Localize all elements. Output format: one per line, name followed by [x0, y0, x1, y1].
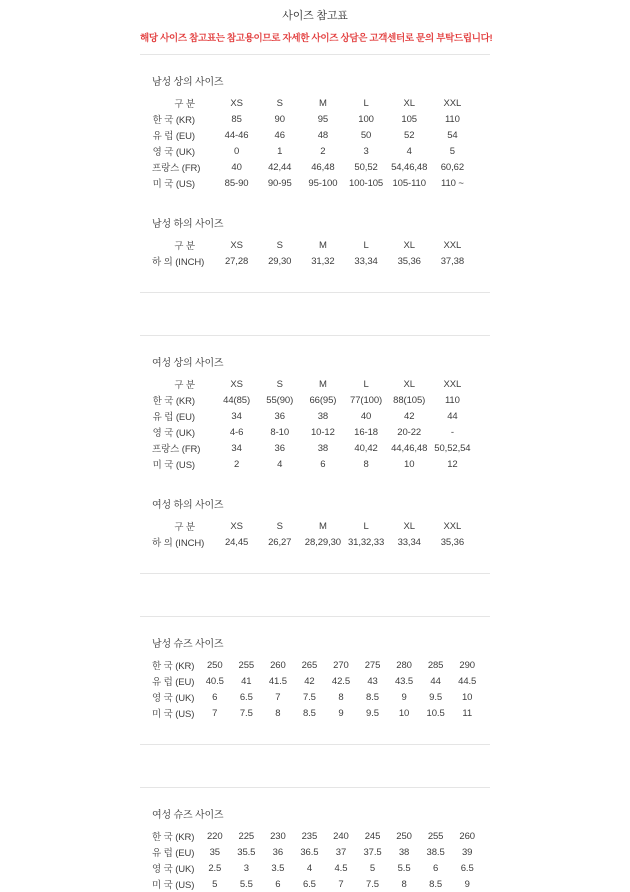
row-label: 미 국 (US) [152, 460, 195, 471]
table-cell: 33,34 [397, 536, 421, 548]
table-row [152, 456, 474, 472]
table-row [152, 705, 483, 721]
table-cell: 33,34 [354, 255, 378, 267]
table-cell: 3.5 [271, 862, 285, 874]
table-cell: 54,46,48 [391, 161, 428, 173]
table-cell: 9 [464, 878, 470, 890]
table-cell: 5 [449, 145, 455, 157]
column-header: M [318, 97, 327, 109]
column-header: L [363, 378, 369, 390]
womens-clothing-sizes [140, 354, 490, 550]
table-cell: 42 [304, 675, 315, 687]
table-cell: 10 [398, 707, 410, 719]
row-label: 하 의 (INCH) [152, 257, 205, 268]
table-cell: 235 [301, 830, 318, 842]
table-cell: 46 [274, 129, 285, 141]
table-row [152, 392, 474, 408]
row-label: 프랑스 (FR) [152, 163, 201, 174]
table-cell: 100-105 [348, 177, 384, 189]
table-cell: 36 [274, 410, 285, 422]
table-cell: 265 [301, 659, 318, 671]
table-cell: 24,45 [224, 536, 249, 548]
column-header: XXL [443, 520, 462, 532]
table-cell: 6.5 [460, 862, 474, 874]
table-cell: 4 [277, 458, 283, 470]
table-cell: 90 [274, 113, 285, 125]
column-header: XL [403, 97, 415, 109]
page-title: 사이즈 참고표 [282, 10, 348, 22]
womens-shoe-sizes [140, 806, 490, 892]
table-cell: 66(95) [309, 394, 337, 406]
row-label: 한 국 (KR) [152, 396, 195, 407]
table-row [152, 111, 474, 127]
table-cell: 35,36 [440, 536, 465, 548]
table-row [152, 860, 483, 876]
size-table [152, 95, 474, 191]
table-row [152, 844, 483, 860]
table-row [152, 143, 474, 159]
table-row [152, 657, 483, 673]
header-row [152, 95, 474, 111]
column-header: S [276, 239, 283, 251]
table-cell: 41 [241, 675, 252, 687]
table-cell: 8.5 [302, 707, 316, 719]
table-cell: 225 [238, 830, 255, 842]
table-row [152, 253, 474, 269]
table-cell: 280 [396, 659, 412, 671]
table-cell: 88(105) [393, 394, 426, 406]
table-cell: 290 [459, 659, 475, 671]
size-table [152, 657, 483, 721]
table-cell: 48 [317, 129, 329, 141]
table-cell: 9.5 [366, 707, 379, 719]
row-label: 프랑스 (FR) [152, 444, 201, 455]
column-header: XL [403, 520, 415, 532]
table-cell: 105 [401, 113, 417, 125]
column-header: XS [230, 97, 243, 109]
table-cell: - [450, 426, 454, 438]
table-cell: 16-18 [354, 426, 378, 438]
table-cell: 52 [404, 129, 415, 141]
table-cell: 10 [404, 458, 415, 470]
table-cell: 250 [396, 830, 412, 842]
row-label: 구 분 [174, 380, 195, 391]
column-header: S [276, 520, 283, 532]
size-guide-page [140, 0, 493, 892]
table-cell: 9 [338, 707, 344, 719]
table-cell: 90-95 [267, 177, 292, 189]
table-row [152, 689, 483, 705]
size-table [152, 237, 474, 269]
column-header: XXL [443, 239, 462, 251]
table-cell: 7.5 [239, 707, 253, 719]
column-header: XXL [443, 378, 462, 390]
divider [140, 54, 490, 55]
table-cell: 6 [433, 862, 439, 874]
table-cell: 38 [317, 442, 329, 454]
table-cell: 31,32,33 [347, 536, 385, 548]
table-cell: 41.5 [268, 675, 287, 687]
table-row [152, 424, 474, 440]
table-row [152, 408, 474, 424]
table-cell: 255 [238, 659, 255, 671]
table-cell: 6.5 [302, 878, 316, 890]
row-label: 영 국 (UK) [152, 147, 195, 158]
table-title: 남성 하의 사이즈 [152, 219, 224, 230]
table-cell: 12 [447, 458, 458, 470]
column-header: M [318, 378, 327, 390]
table-cell: 29,30 [268, 255, 292, 267]
table-row [152, 127, 474, 143]
table-cell: 36 [274, 442, 285, 454]
table-cell: 8 [338, 691, 344, 703]
table-cell: 6 [212, 691, 218, 703]
table-row [152, 159, 474, 175]
table-cell: 85 [231, 113, 242, 125]
table-cell: 26,27 [268, 536, 292, 548]
table-cell: 10-12 [310, 426, 335, 438]
table-cell: 7 [212, 707, 218, 719]
divider [140, 573, 490, 574]
table-cell: 42.5 [331, 675, 350, 687]
mens-shoe-sizes [140, 635, 490, 721]
table-cell: 5 [369, 862, 376, 874]
table-cell: 35 [209, 846, 220, 858]
table-cell: 95-100 [308, 177, 338, 189]
column-header: XL [403, 378, 415, 390]
table-cell: 8 [363, 458, 369, 470]
table-cell: 42,44 [268, 161, 292, 173]
table-cell: 105-110 [392, 177, 426, 189]
table-cell: 34 [231, 442, 242, 454]
column-header: M [318, 239, 327, 251]
table-cell: 85-90 [224, 177, 249, 189]
table-cell: 37 [335, 846, 347, 858]
table-cell: 250 [206, 659, 223, 671]
table-cell: 220 [206, 830, 223, 842]
table-cell: 3 [363, 145, 369, 157]
table-row [152, 828, 483, 844]
table-cell: 260 [270, 659, 286, 671]
table-cell: 37,38 [440, 255, 465, 267]
column-header: L [363, 239, 369, 251]
table-title: 여성 하의 사이즈 [152, 500, 224, 511]
table-row [152, 175, 474, 191]
row-label: 미 국 (US) [152, 880, 195, 891]
table-cell: 54 [447, 129, 458, 141]
row-label: 유 럽 (EU) [152, 848, 195, 859]
table-cell: 43.5 [395, 675, 414, 687]
column-header: S [276, 378, 283, 390]
table-cell: 7.5 [302, 691, 316, 703]
mens-clothing-sizes [140, 73, 490, 269]
row-label: 미 국 (US) [152, 179, 195, 190]
table-cell: 8 [401, 878, 407, 890]
column-header: XS [230, 239, 243, 251]
table-cell: 44 [447, 410, 458, 422]
table-cell: 110 [444, 394, 460, 406]
table-cell: 95 [317, 113, 329, 125]
table-cell: 8 [275, 707, 281, 719]
table-cell: 44,46,48 [391, 442, 428, 454]
size-notice: 해당 사이즈 참고표는 참고용이므로 자세한 사이즈 상담은 고객센터로 문의 부탁드립니다! [140, 33, 493, 44]
table-cell: 4.5 [334, 862, 348, 874]
table-title: 여성 상의 사이즈 [152, 358, 224, 369]
row-label: 영 국 (UK) [152, 693, 195, 704]
table-cell: 50,52 [354, 161, 378, 173]
row-label: 영 국 (UK) [152, 864, 195, 875]
size-table [152, 518, 474, 550]
table-cell: 3 [243, 862, 249, 874]
table-cell: 4 [406, 145, 412, 157]
divider [140, 787, 490, 788]
row-label: 유 럽 (EU) [152, 677, 195, 688]
table-cell: 5.5 [239, 878, 253, 890]
table-cell: 2 [233, 458, 240, 470]
size-table [152, 376, 474, 472]
table-cell: 10.5 [426, 707, 445, 719]
column-header: XS [230, 378, 243, 390]
table-cell: 7.5 [366, 878, 379, 890]
table-cell: 36 [272, 846, 284, 858]
header-row [152, 518, 474, 534]
table-cell: 100 [358, 113, 374, 125]
table-cell: 43 [367, 675, 378, 687]
table-cell: 110 ~ [440, 177, 464, 189]
divider [140, 335, 490, 336]
row-label: 하 의 (INCH) [152, 538, 205, 549]
row-label: 구 분 [174, 99, 195, 110]
table-cell: 8.5 [366, 691, 379, 703]
table-cell: 40.5 [205, 675, 224, 687]
table-cell: 44-46 [224, 129, 249, 141]
row-label: 유 럽 (EU) [152, 131, 195, 142]
table-cell: 77(100) [350, 394, 383, 406]
table-row [152, 673, 483, 689]
table-cell: 42 [404, 410, 415, 422]
table-cell: 55(90) [266, 394, 294, 406]
table-row [152, 876, 483, 892]
table-cell: 4 [306, 862, 312, 874]
table-cell: 44 [430, 675, 441, 687]
table-cell: 7 [338, 878, 344, 890]
table-cell: 6 [320, 458, 326, 470]
table-cell: 36.5 [300, 846, 319, 858]
table-cell: 5 [212, 878, 218, 890]
divider [140, 292, 490, 293]
table-cell: 44.5 [458, 675, 477, 687]
row-label: 한 국 (KR) [152, 661, 195, 672]
table-cell: 2 [320, 145, 326, 157]
table-cell: 35.5 [237, 846, 256, 858]
table-cell: 40 [360, 410, 372, 422]
column-header: L [363, 97, 369, 109]
table-cell: 2.5 [208, 862, 222, 874]
table-cell: 40,42 [354, 442, 378, 454]
table-title: 남성 슈즈 사이즈 [152, 639, 224, 650]
header-row [152, 237, 474, 253]
table-cell: 11 [462, 707, 473, 719]
table-cell: 8.5 [429, 878, 443, 890]
table-cell: 4-6 [229, 426, 244, 438]
row-label: 한 국 (KR) [152, 832, 195, 843]
table-cell: 60,62 [440, 161, 465, 173]
table-cell: 275 [364, 659, 381, 671]
table-cell: 28,29,30 [304, 536, 341, 548]
row-label: 한 국 (KR) [152, 115, 195, 126]
table-cell: 260 [459, 830, 475, 842]
table-cell: 9.5 [429, 691, 443, 703]
table-cell: 27,28 [224, 255, 249, 267]
table-cell: 255 [427, 830, 444, 842]
column-header: XL [403, 239, 415, 251]
table-cell: 44(85) [223, 394, 251, 406]
divider [140, 744, 490, 745]
table-cell: 39 [462, 846, 473, 858]
table-cell: 38 [398, 846, 410, 858]
table-cell: 50 [360, 129, 372, 141]
header-row [152, 376, 474, 392]
table-cell: 230 [270, 830, 286, 842]
table-cell: 6.5 [239, 691, 253, 703]
table-cell: 38 [317, 410, 329, 422]
table-cell: 270 [333, 659, 349, 671]
divider [140, 616, 490, 617]
table-cell: 1 [277, 145, 283, 157]
table-cell: 9 [401, 691, 407, 703]
table-cell: 37.5 [363, 846, 382, 858]
column-header: XS [230, 520, 243, 532]
row-label: 유 럽 (EU) [152, 412, 195, 423]
table-title: 남성 상의 사이즈 [152, 77, 224, 88]
table-row [152, 534, 474, 550]
table-cell: 10 [462, 691, 473, 703]
table-cell: 6 [275, 878, 281, 890]
sections [140, 73, 490, 892]
table-cell: 8-10 [270, 426, 290, 438]
table-cell: 285 [427, 659, 444, 671]
column-header: S [276, 97, 283, 109]
table-cell: 5.5 [397, 862, 411, 874]
table-cell: 50,52,54 [434, 442, 471, 454]
table-title: 여성 슈즈 사이즈 [152, 810, 224, 821]
column-header: XXL [443, 97, 462, 109]
table-cell: 40 [231, 161, 242, 173]
row-label: 구 분 [174, 241, 195, 252]
table-cell: 20-22 [397, 426, 422, 438]
column-header: M [318, 520, 327, 532]
table-cell: 35,36 [397, 255, 421, 267]
row-label: 미 국 (US) [152, 709, 195, 720]
row-label: 영 국 (UK) [152, 428, 195, 439]
table-cell: 7 [275, 691, 281, 703]
table-cell: 245 [364, 830, 381, 842]
table-cell: 46,48 [311, 161, 335, 173]
table-cell: 0 [233, 145, 240, 157]
table-cell: 34 [231, 410, 242, 422]
table-cell: 31,32 [311, 255, 335, 267]
row-label: 구 분 [174, 522, 195, 533]
table-cell: 110 [444, 113, 460, 125]
table-cell: 240 [333, 830, 349, 842]
column-header: L [363, 520, 369, 532]
table-cell: 38.5 [426, 846, 445, 858]
size-table [152, 828, 483, 892]
table-row [152, 440, 474, 456]
